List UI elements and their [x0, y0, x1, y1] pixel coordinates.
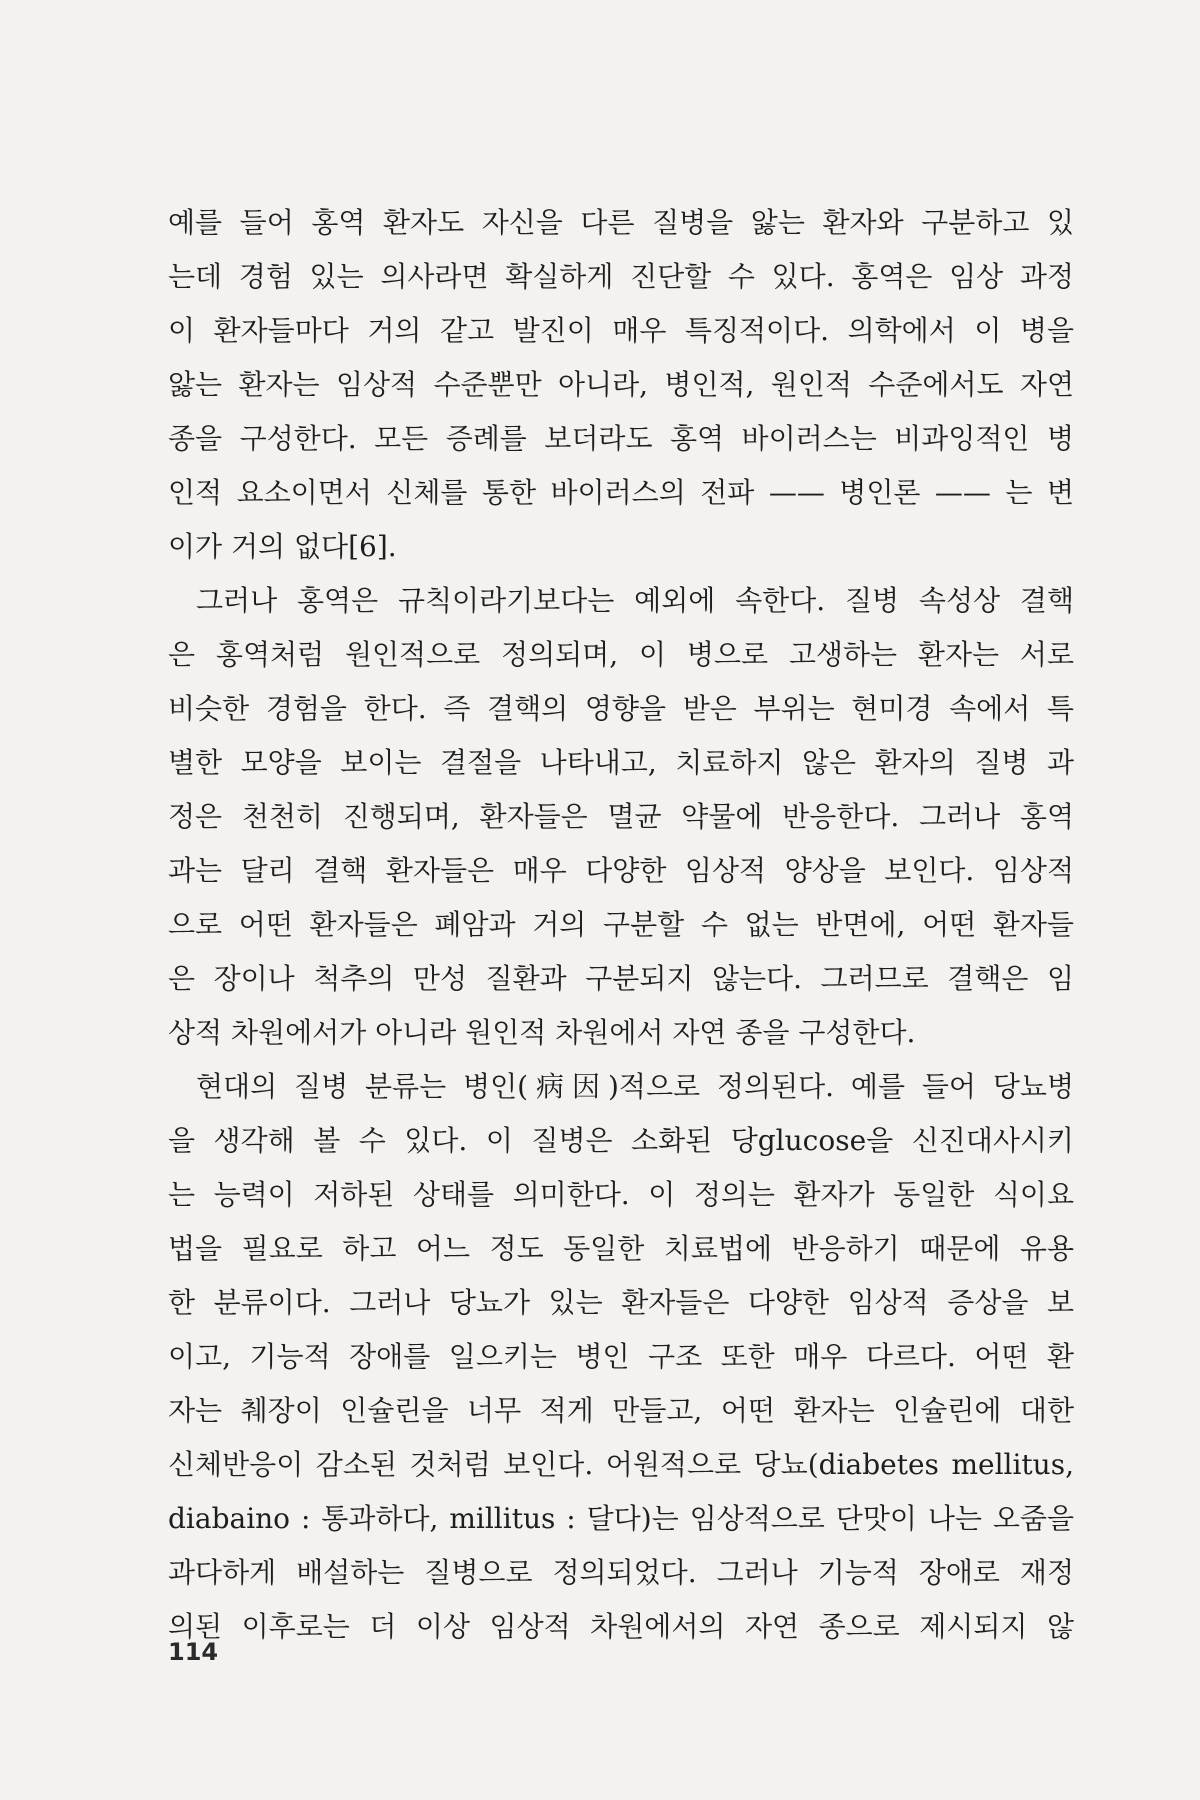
text-line: 과다하게 배설하는 질병으로 정의되었다. 그러나 기능적 장애로 재정	[168, 1556, 1074, 1589]
text-line: 은 장이나 척추의 만성 질환과 구분되지 않는다. 그러므로 결핵은 임	[168, 962, 1074, 995]
text-line: 예를 들어 홍역 환자도 자신을 다른 질병을 앓는 환자와 구분하고 있	[168, 206, 1074, 239]
paragraph-3	[168, 1060, 1074, 1654]
text-line: 법을 필요로 하고 어느 정도 동일한 치료법에 반응하기 때문에 유용	[168, 1232, 1074, 1265]
text-line: 으로 어떤 환자들은 폐암과 거의 구분할 수 없는 반면에, 어떤 환자들	[168, 908, 1074, 941]
text-line: 자는 췌장이 인슐린을 너무 적게 만들고, 어떤 환자는 인슐린에 대한	[168, 1394, 1074, 1427]
text-line: 과는 달리 결핵 환자들은 매우 다양한 임상적 양상을 보인다. 임상적	[168, 854, 1074, 887]
body-text	[168, 196, 1074, 1654]
text-line: 의된 이후로는 더 이상 임상적 차원에서의 자연 종으로 제시되지 않	[168, 1610, 1074, 1643]
paragraph-1	[168, 196, 1074, 574]
text-line: 한 분류이다. 그러나 당뇨가 있는 환자들은 다양한 임상적 증상을 보	[168, 1286, 1074, 1319]
text-line: 신체반응이 감소된 것처럼 보인다. 어원적으로 당뇨(diabetes mellitus,	[168, 1448, 1074, 1481]
text-line: 정은 천천히 진행되며, 환자들은 멸균 약물에 반응한다. 그러나 홍역	[168, 800, 1074, 833]
text-line: 는 능력이 저하된 상태를 의미한다. 이 정의는 환자가 동일한 식이요	[168, 1178, 1074, 1211]
text-line: 을 생각해 볼 수 있다. 이 질병은 소화된 당glucose을 신진대사시키	[168, 1124, 1074, 1157]
text-line: 이고, 기능적 장애를 일으키는 병인 구조 또한 매우 다르다. 어떤 환	[168, 1340, 1074, 1373]
text-line: 은 홍역처럼 원인적으로 정의되며, 이 병으로 고생하는 환자는 서로	[168, 638, 1074, 671]
text-line: 종을 구성한다. 모든 증례를 보더라도 홍역 바이러스는 비과잉적인 병	[168, 422, 1074, 455]
text-line: 별한 모양을 보이는 결절을 나타내고, 치료하지 않은 환자의 질병 과	[168, 746, 1074, 779]
text-line: 앓는 환자는 임상적 수준뿐만 아니라, 병인적, 원인적 수준에서도 자연	[168, 368, 1074, 401]
text-line: 는데 경험 있는 의사라면 확실하게 진단할 수 있다. 홍역은 임상 과정	[168, 260, 1074, 293]
paragraph-2	[168, 574, 1074, 1060]
text-line: 그러나 홍역은 규칙이라기보다는 예외에 속한다. 질병 속성상 결핵	[196, 584, 1074, 617]
text-line: 인적 요소이면서 신체를 통한 바이러스의 전파 —— 병인론 —— 는 변	[168, 476, 1074, 509]
text-line: 이 환자들마다 거의 같고 발진이 매우 특징적이다. 의학에서 이 병을	[168, 314, 1074, 347]
text-line: 이가 거의 없다[6].	[168, 530, 397, 563]
text-line: diabaino : 통과하다, millitus : 달다)는 임상적으로 단맛이 나는 오줌을	[168, 1502, 1074, 1535]
text-line: 비슷한 경험을 한다. 즉 결핵의 영향을 받은 부위는 현미경 속에서 특	[168, 692, 1074, 725]
text-line: 상적 차원에서가 아니라 원인적 차원에서 자연 종을 구성한다.	[168, 1016, 916, 1049]
page-number: 114	[168, 1638, 219, 1666]
text-line: 현대의 질병 분류는 병인(病因)적으로 정의된다. 예를 들어 당뇨병	[196, 1070, 1074, 1103]
